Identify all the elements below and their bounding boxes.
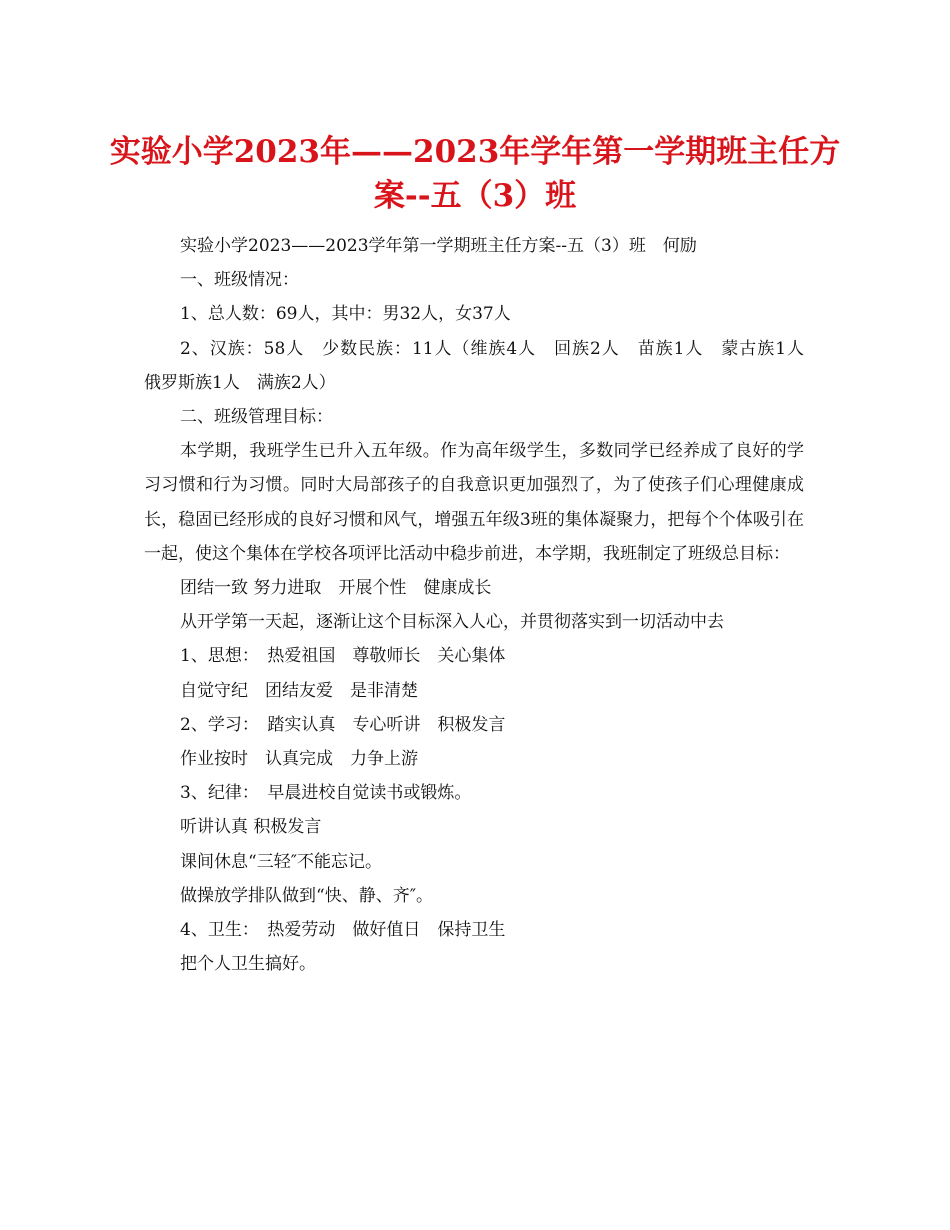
paragraph-semester-intro: 本学期，我班学生已升入五年级。作为高年级学生，多数同学已经养成了良好的学习习惯和行为习惯。同时大局部孩子的自我意识更加强烈了，为了使孩子们心理健康成长，稳固已经形成的良好习惯和风气，增强五年级3班的集体凝聚力，把每个个体吸引在一起，使这个集体在学校各项评比活动中稳步前进，本学期，我班制定了班级总目标：: [144, 441, 804, 564]
document-body: [144, 229, 821, 981]
document-title-line-1: 实验小学2023年——2023年学年第一学期班主任方: [109, 134, 841, 170]
paragraph-ethnic-groups: 2、汉族：58人 少数民族：11人（维族4人 回族2人 苗族1人 蒙古族1人 俄罗斯族1人 满族2人）: [144, 338, 821, 393]
list-item-hygiene-personal: 把个人卫生搞好。: [180, 954, 316, 975]
section-heading-management-goals: 二、班级管理目标：: [180, 407, 333, 428]
section-heading-class-situation: 一、班级情况：: [180, 270, 299, 291]
list-item-study: 2、学习： 踏实认真 专心听讲 积极发言: [180, 714, 506, 735]
list-item-study-continued: 作业按时 认真完成 力争上游: [180, 749, 418, 770]
list-item-discipline-recess: 课间休息“三轻″不能忘记。: [180, 851, 383, 872]
list-item-discipline-listening: 听讲认真 积极发言: [180, 817, 322, 838]
list-item-thought-continued: 自觉守纪 团结友爱 是非清楚: [180, 680, 418, 701]
list-item-thought: 1、思想： 热爱祖国 尊敬师长 关心集体: [180, 646, 506, 667]
paragraph-implementation: 从开学第一天起，逐渐让这个目标深入人心，并贯彻落实到一切活动中去: [180, 612, 724, 633]
paragraph-overall-goal: 团结一致 努力进取 开展个性 健康成长: [180, 578, 492, 599]
list-item-discipline: 3、纪律： 早晨进校自觉读书或锻炼。: [180, 783, 472, 804]
paragraph-header-line: 实验小学2023——2023学年第一学期班主任方案--五（3）班 何励: [180, 236, 697, 256]
document-title-line-2: 案--五（3）班: [373, 178, 577, 214]
list-item-hygiene: 4、卫生： 热爱劳动 做好值日 保持卫生: [180, 920, 506, 941]
list-item-discipline-exercise: 做操放学排队做到“快、静、齐″。: [180, 885, 434, 906]
paragraph-total-students: 1、总人数：69人，其中：男32人，女37人: [180, 304, 511, 325]
